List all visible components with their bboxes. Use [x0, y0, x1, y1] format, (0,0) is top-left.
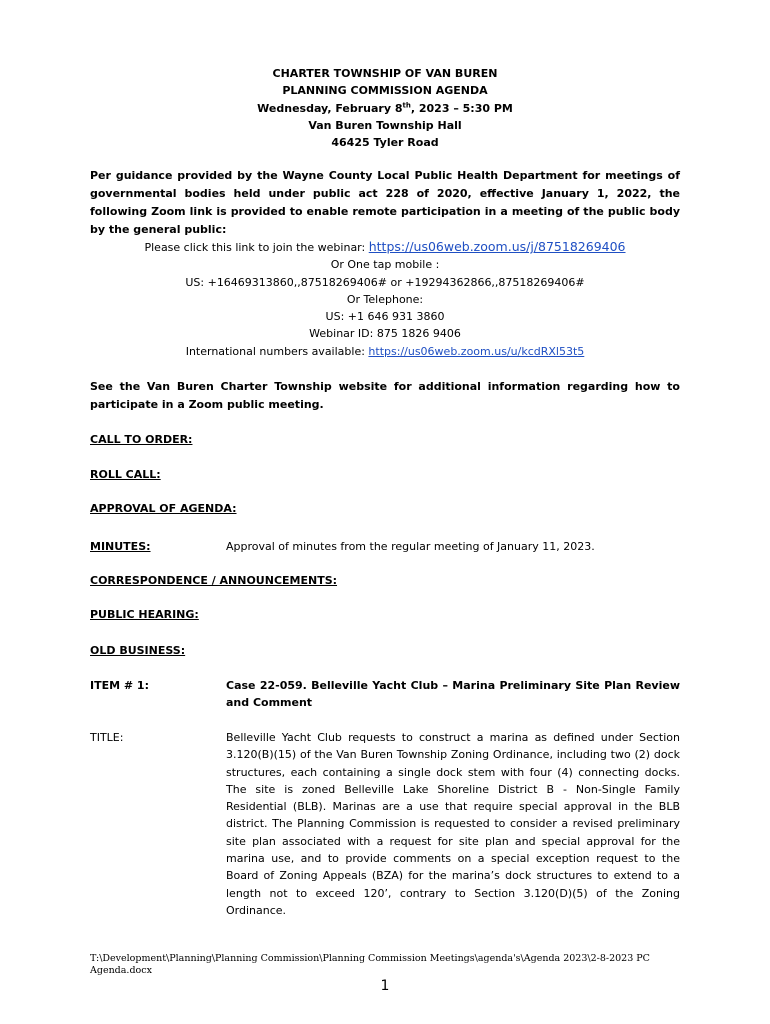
guidance-paragraph: Per guidance provided by the Wayne County Local Public Health Department for meetings of governmental bodies held under public act 228 of 2020, effective January 1, 2022, the following Zoom link is provided to enable remote participation in a meeting of the public body by the general public:: [90, 169, 680, 236]
correspondence-heading: CORRESPONDENCE / ANNOUNCEMENTS:: [90, 574, 338, 587]
township-name: CHARTER TOWNSHIP OF VAN BUREN: [272, 67, 498, 80]
meeting-date: Wednesday, February 8th, 2023 – 5:30 PM: [257, 100, 513, 115]
title-text: Belleville Yacht Club requests to construct a marina as defined under Section 3.120(B)(15) of the Van Buren Township Zoning Ordinance, including two (2) dock structures, each containing a single dock stem with four (4) connecting docks. The site is zoned Belleville Lake Shoreline District B - Non-Single Family Residential (BLB). Marinas are a use that require special approval in the BLB district. The Planning Commission is requested to consider a revised preliminary site plan associated with a request for site plan and special approval for the marina use, and to provide comments on a special exception request to the Board of Zoning Appeals (BZA) for the marina’s dock structures to extend to a length not to exceed 120’, contrary to Section 3.120(D)(5) of the Zoning Ordinance.: [226, 731, 680, 917]
tap-numbers: US: +16469313860,,87518269406# or +19294362866,,87518269406#: [185, 275, 585, 289]
telephone-number: US: +1 646 931 3860: [325, 310, 445, 324]
item-1-case: Case 22-059. Belleville Yacht Club – Marina Preliminary Site Plan Review and Comment: [226, 679, 680, 710]
agenda-title: PLANNING COMMISSION AGENDA: [282, 84, 488, 98]
file-path-footer: T:\Development\Planning\Planning Commission\Planning Commission Meetings\agenda's\Agenda 2023\2-8-2023 PC Agenda.docx: [90, 953, 650, 976]
intl-numbers-link[interactable]: https://us06web.zoom.us/u/kcdRXl53t5: [368, 344, 585, 358]
minutes-text: Approval of minutes from the regular meeting of January 11, 2023.: [226, 540, 595, 553]
page-number: 1: [380, 978, 390, 994]
item-1-label: ITEM # 1:: [90, 679, 149, 692]
website-note: See the Van Buren Charter Township website for additional information regarding how to participate in a Zoom public meeting.: [90, 380, 680, 411]
meeting-address: 46425 Tyler Road: [331, 136, 439, 150]
meeting-location: Van Buren Township Hall: [308, 118, 462, 132]
agenda-header: [0, 65, 770, 151]
title-label: TITLE:: [90, 731, 124, 744]
one-tap-label: Or One tap mobile :: [330, 258, 440, 272]
roll-call-heading: ROLL CALL:: [90, 468, 161, 481]
intl-line: International numbers available: https://us06web.zoom.us/u/kcdRXl53t5: [185, 344, 585, 358]
old-business-heading: OLD BUSINESS:: [90, 644, 186, 657]
webinar-id: Webinar ID: 875 1826 9406: [309, 327, 461, 341]
call-to-order-heading: CALL TO ORDER:: [90, 433, 193, 446]
telephone-label: Or Telephone:: [346, 292, 424, 306]
minutes-heading: MINUTES:: [90, 540, 151, 553]
public-hearing-heading: PUBLIC HEARING:: [90, 608, 199, 621]
zoom-info: [0, 238, 770, 360]
approval-heading: APPROVAL OF AGENDA:: [90, 502, 237, 515]
join-line: Please click this link to join the webinar: https://us06web.zoom.us/j/87518269406: [144, 239, 626, 254]
webinar-link[interactable]: https://us06web.zoom.us/j/87518269406: [368, 239, 626, 254]
